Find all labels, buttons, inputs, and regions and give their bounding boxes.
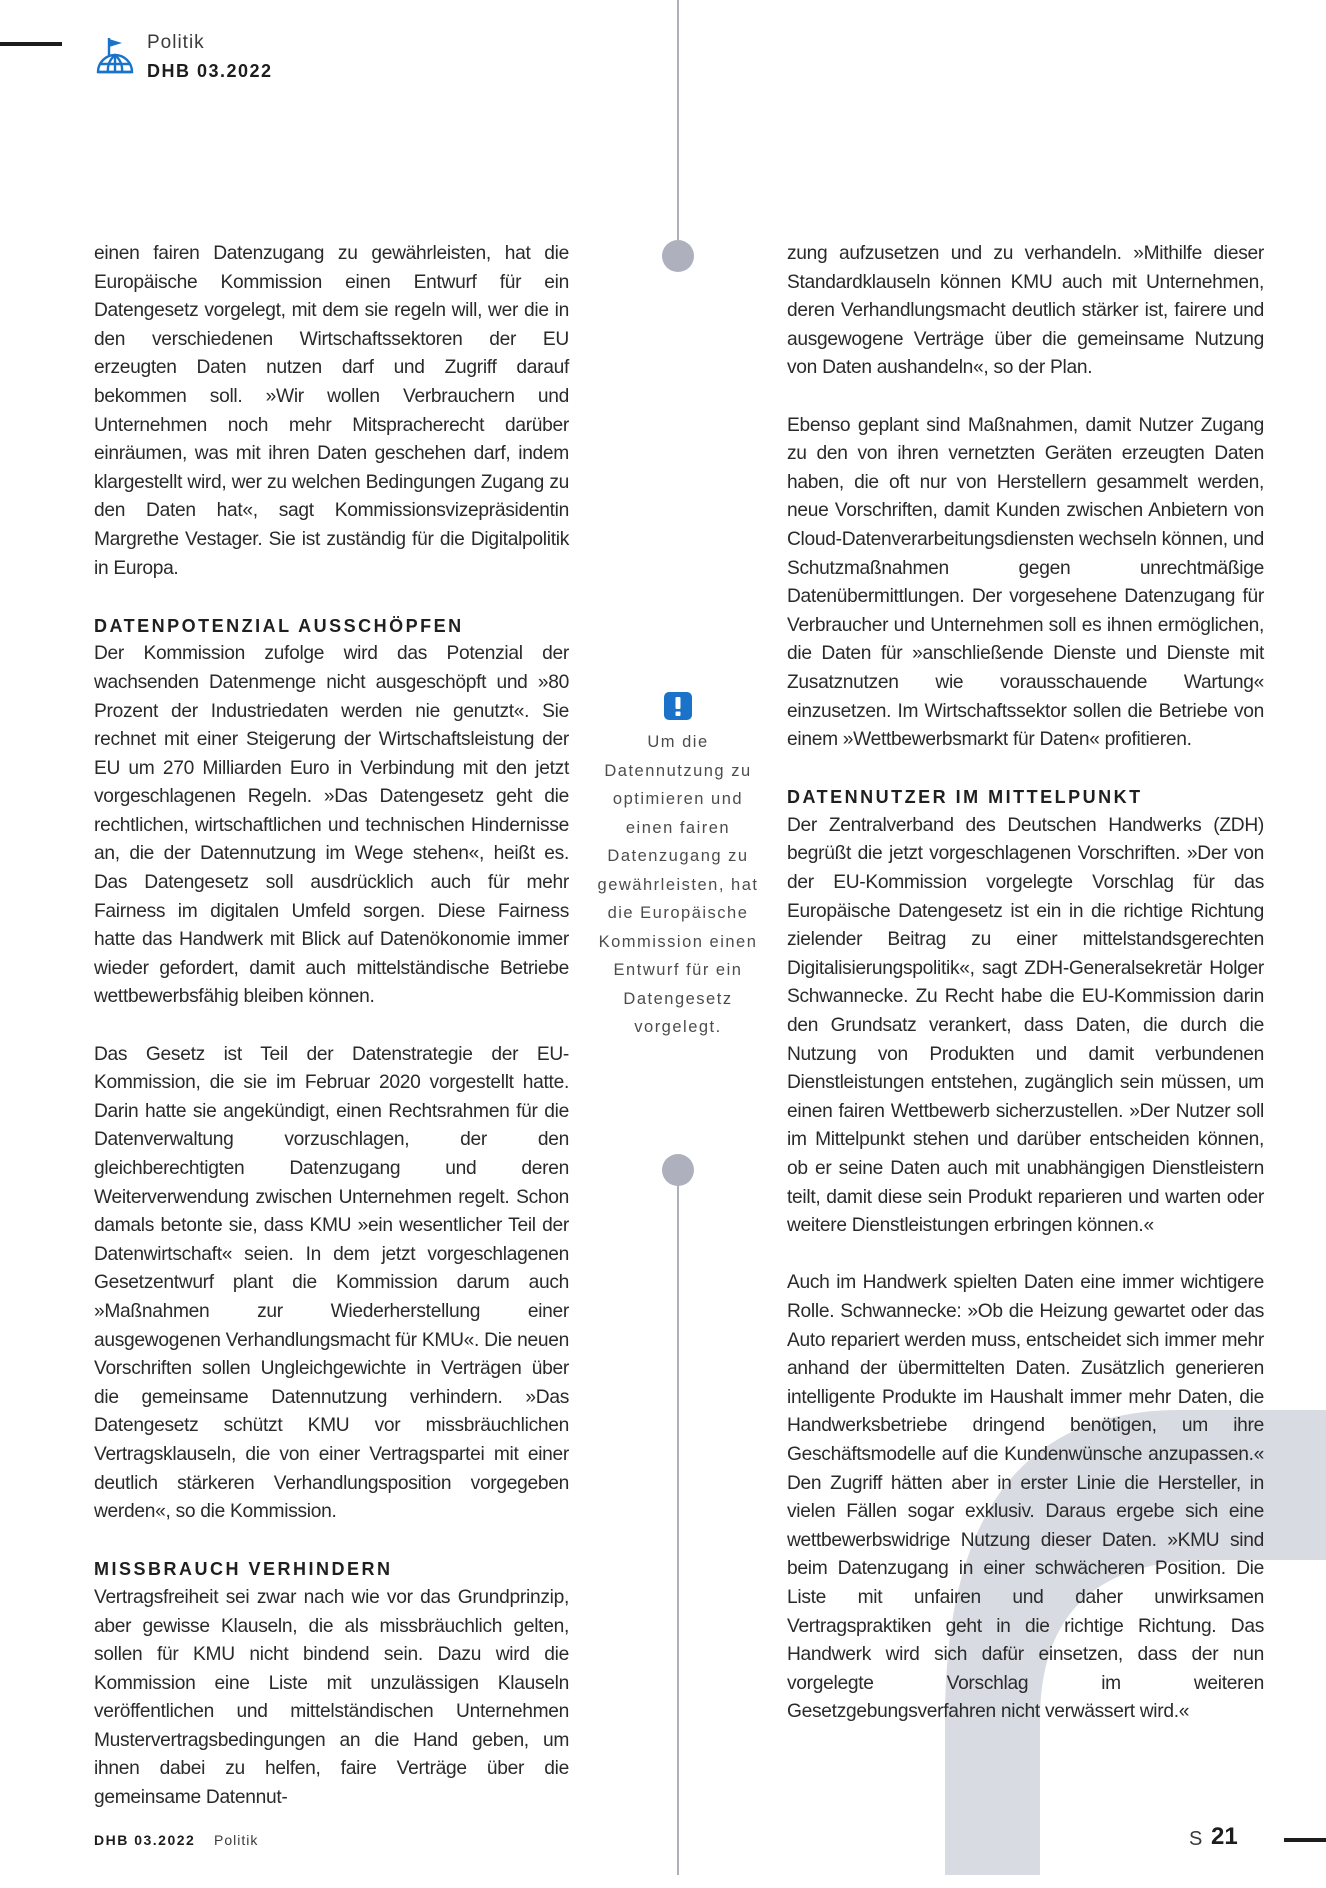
article-column-right <box>787 240 1264 1755</box>
exclamation-icon <box>664 692 692 720</box>
header-issue: DHB 03.2022 <box>147 61 273 81</box>
paragraph: Der Kommission zufolge wird das Potenzial der wachsenden Datenmenge nicht ausgeschöpft und »80 Prozent der Industriedaten werden nie genutzt«. Sie rechnet mit einer Steigerung der Wirtschaftsleistung der EU um 270 Milliarden Euro in Verbindung mit den jetzt vorgeschlagenen Regeln. »Das Datengesetz geht die rechtlichen, wirtschaftlichen und technischen Hindernisse an, die der Datennutzung im Wege stehen«, heißt es. Das Datengesetz soll ausdrücklich auch für mehr Fairness im digitalen Umfeld sorgen. Diese Fairness hatte das Handwerk mit Blick auf Datenökonomie immer wieder gefordert, damit auch mittelständische Betriebe wettbewerbsfähig bleiben können. <box>94 643 569 1008</box>
footer-section: Politik <box>214 1832 259 1848</box>
subheading: MISSBRAUCH VERHINDERN <box>94 1559 393 1580</box>
divider-line-top <box>677 0 679 240</box>
paragraph: zung aufzusetzen und zu verhandeln. »Mithilfe dieser Standardklauseln können KMU auch mit Unternehmen, deren Verhandlungsmacht deutlich stärker ist, fairere und ausgewogene Verträge über die gemeinsame Nutzung von Daten aushandeln«, so der Plan. <box>787 243 1264 379</box>
divider-line-bottom <box>677 1170 679 1875</box>
header-section: Politik <box>147 32 205 53</box>
footer-rule <box>1284 1838 1326 1842</box>
globe-flag-icon <box>94 36 136 78</box>
article-column-left <box>94 240 569 1841</box>
footer-issue: DHB 03.2022 <box>94 1832 196 1848</box>
pull-quote: Um die Datennutzung zu optimieren und einen fairen Datenzugang zu gewährleisten, hat die Europäische Kommission einen Entwurf für ein Datengesetz vorgelegt. <box>597 733 759 1036</box>
header-rule <box>0 42 62 46</box>
page-number-badge <box>1168 1804 1252 1888</box>
paragraph: Vertragsfreiheit sei zwar nach wie vor das Grundprinzip, aber gewisse Klauseln, die als missbräuchlich gelten, sollen für KMU nicht bindend sein. Dazu wird die Kommission eine Liste mit unzulässigen Klauseln veröffentlichen und mittelständischen Unternehmen Mustervertragsbedingungen an die Hand geben, um ihnen dabei zu helfen, faire Verträge über die gemeinsame Datennut- <box>94 1586 569 1809</box>
page-prefix: S <box>1189 1828 1203 1850</box>
divider-dot-top <box>662 240 694 272</box>
paragraph: Ebenso geplant sind Maßnahmen, damit Nutzer Zugang zu den von ihren vernetzten Geräten erzeugten Daten haben, die oft nur von Herstellern gesammelt werden, neue Vorschriften, damit Kunden zwischen Anbietern von Cloud-Datenverarbeitungsdiensten wechseln können, und Schutzmaßnahmen gegen unrechtmäßige Datenübermittlungen. Der vorgesehene Datenzugang für Verbraucher und Unternehmen soll es ihnen ermöglichen, die Daten für »anschließende Dienste und Dienste mit Zusatznutzen wie vorausschauende Wartung« einzusetzen. Im Wirtschaftssektor sollen die Betriebe von einem »Wettbewerbsmarkt für Daten« profitieren. <box>787 414 1264 751</box>
paragraph: Der Zentralverband des Deutschen Handwerks (ZDH) begrüßt die jetzt vorgeschlagenen Vorschriften. »Der von der EU-Kommission vorgelegte Vorschlag für das Europäische Datengesetz ist ein in die richtige Richtung zielender Beitrag zu einer mittelstandsgerechten Digitalisierungspolitik«, sagt ZDH-Generalsekretär Holger Schwannecke. Zu Recht habe die EU-Kommission darin den Grundsatz verankert, dass Daten, die durch die Nutzung von Produkten und damit verbundenen Dienstleistungen entstehen, zugänglich sein müssen, um einen fairen Wettbewerb sicherzustellen. »Der Nutzer soll im Mittelpunkt stehen und darüber entscheiden können, ob er seine Daten auch mit unabhängigen Dienstleistern teilt, damit diese sein Produkt reparieren und warten oder weitere Dienstleistungen erbringen können.« <box>787 814 1264 1237</box>
paragraph: einen fairen Datenzugang zu gewährleisten, hat die Europäische Kommission einen Entwurf für ein Datengesetz vorgelegt, mit dem sie regeln will, wer die in den verschiedenen Wirtschaftssektoren der EU erzeugten Daten nutzen darf und Zugriff darauf bekommen soll. »Wir wollen Verbrauchern und Unternehmen noch mehr Mitspracherecht darüber einräumen, was mit ihren Daten geschehen darf, indem klargestellt wird, wer zu welchen Bedingungen Zugang zu den Daten hat«, sagt Kommissionsvizepräsidentin Margrethe Vestager. Sie ist zuständig für die Digitalpolitik in Europa. <box>94 243 569 579</box>
paragraph: Auch im Handwerk spielten Daten eine immer wichtigere Rolle. Schwannecke: »Ob die Heizung gewartet oder das Auto repariert werden muss, entscheidet sich immer mehr anhand der übermittelten Daten. Zusätzlich generieren intelligente Produkte im Haushalt immer mehr Daten, die Handwerksbetriebe dringend benötigen, um ihre Geschäftsmodelle auf die Kundenwünsche anzupassen.« Den Zugriff hätten aber in erster Linie die Hersteller, in vielen Fällen sogar exklusiv. Daraus ergebe sich eine wettbewerbswidrige Nutzung dieser Daten. »KMU sind beim Datenzugang in einer schwächeren Position. Die Liste mit unfairen und daher unwirksamen Vertragspraktiken geht in die richtige Richtung. Das Handwerk wird sich dafür einsetzen, dass der nun vorgelegte Vorschlag im weiteren Gesetzgebungsverfahren nicht verwässert wird.« <box>787 1272 1264 1723</box>
page-number: 21 <box>1211 1823 1238 1850</box>
paragraph: Das Gesetz ist Teil der Datenstrategie der EU-Kommission, die sie im Februar 2020 vorgestellt hatte. Darin hatte sie angekündigt, einen Rechtsrahmen für die Datenverwaltung vorzuschlagen, der den gleichberechtigten Datenzugang und deren Weiterverwendung zwischen Unternehmen regelt. Schon damals betonte sie, dass KMU »ein wesentlicher Teil der Datenwirtschaft« seien. In dem jetzt vorgeschlagenen Gesetzentwurf plant die Kommission darum auch »Maßnahmen zur Wiederherstellung einer ausgewogenen Verhandlungsmacht für KMU«. Die neuen Vorschriften sollen Ungleichgewichte in Verträgen über die gemeinsame Datennutzung verhindern. »Das Datengesetz schützt KMU vor missbräuchlichen Vertragsklauseln, die von einer Vertragspartei mit einer deutlich stärkeren Verhandlungsposition vorgegeben werden«, so die Kommission. <box>94 1043 569 1523</box>
subheading: DATENPOTENZIAL AUSSCHÖPFEN <box>94 615 464 636</box>
subheading: DATENNUTZER IM MITTELPUNKT <box>787 787 1143 808</box>
